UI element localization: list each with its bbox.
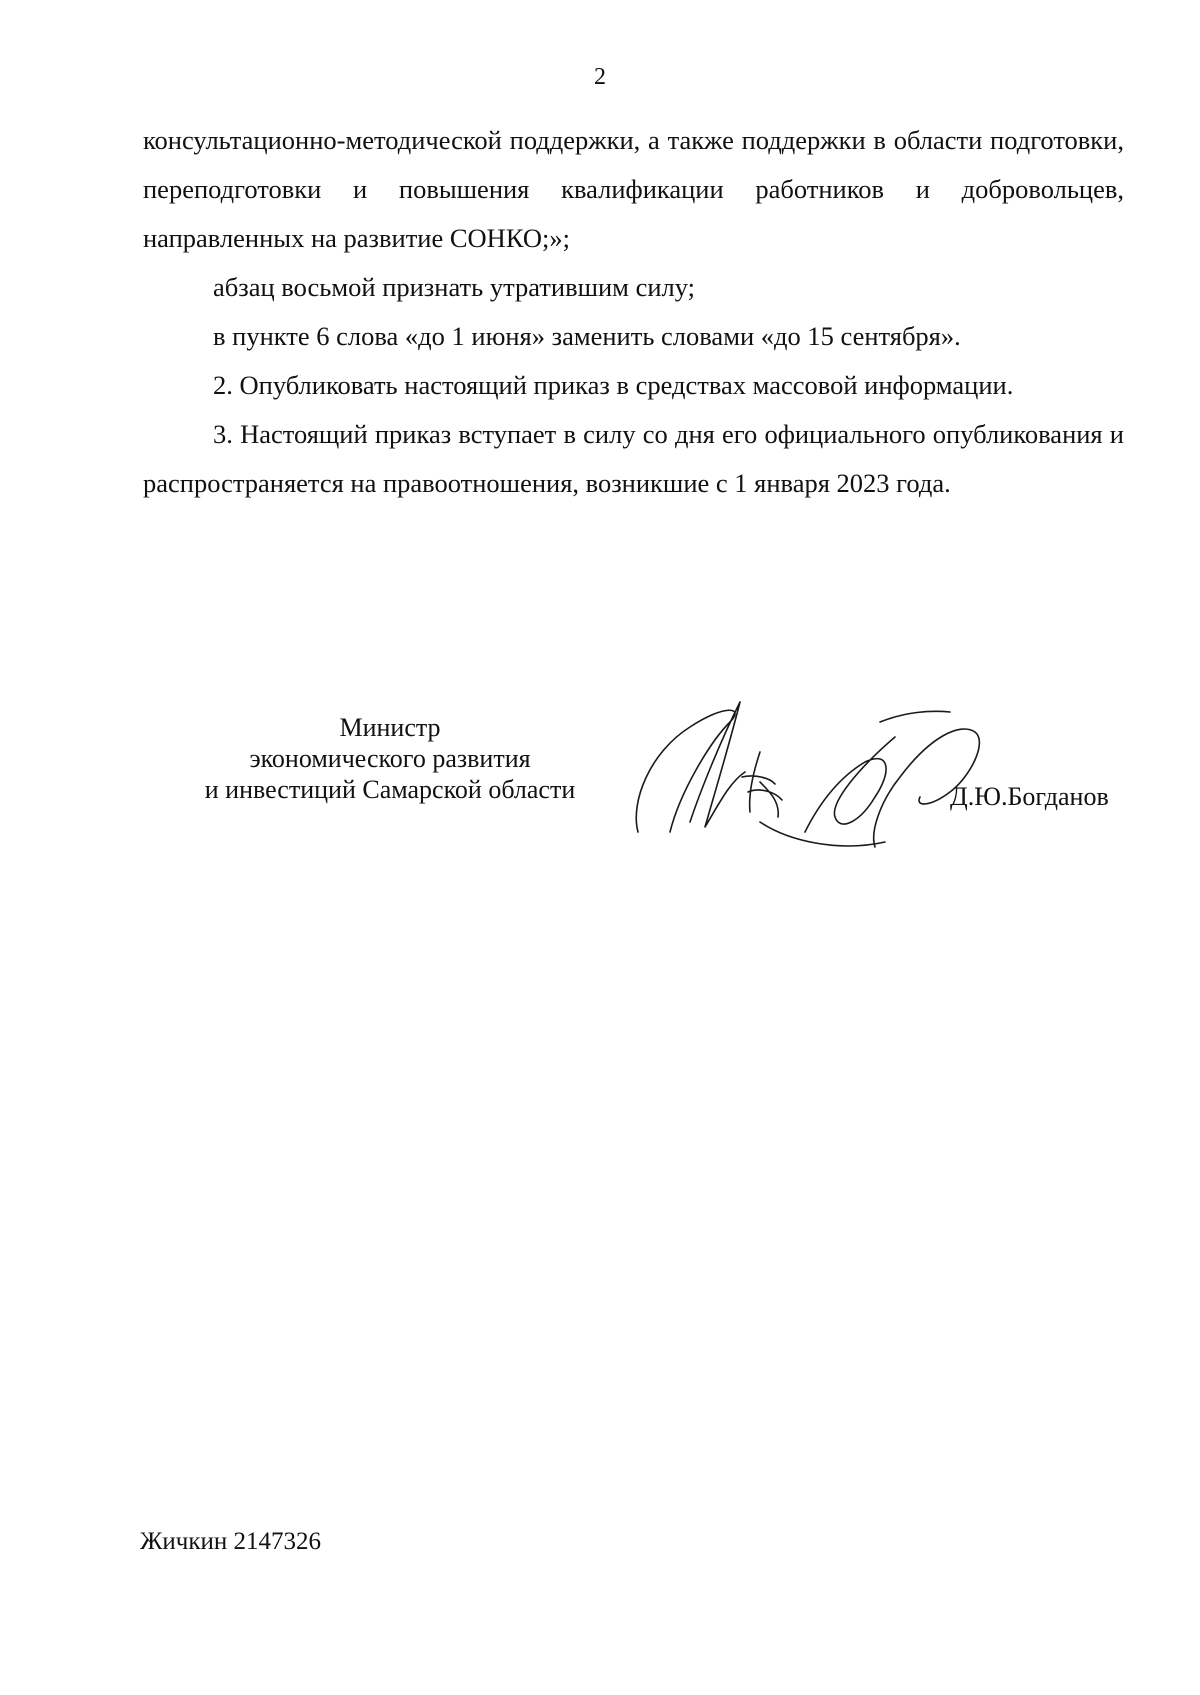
signer-name: Д.Ю.Богданов bbox=[950, 782, 1109, 811]
paragraph-continuation: консультационно-методической поддержки, а также поддержки в области подготовки, переподготовки и повышения квалификации работников и добровольцев, направленных на развитие СОНКО;»; bbox=[143, 125, 1124, 253]
document-body bbox=[143, 116, 1124, 508]
handwritten-signature bbox=[630, 682, 1030, 862]
paragraph-item-2: 2. Опубликовать настоящий приказ в средствах массовой информации. bbox=[213, 370, 1014, 400]
signatory-title-line-3: и инвестиций Самарской области bbox=[204, 775, 576, 804]
signatory-title bbox=[150, 712, 630, 805]
paragraph-item-3: 3. Настоящий приказ вступает в силу со дня его официального опубликования и распространяется на правоотношения, возникшие с 1 января 2023 года. bbox=[143, 419, 1124, 498]
page-number: 2 bbox=[594, 64, 606, 90]
executor-note: Жичкин 2147326 bbox=[140, 1528, 322, 1555]
paragraph-abzac-8: абзац восьмой признать утратившим силу; bbox=[213, 272, 695, 302]
signatory-title-line-2: экономического развития bbox=[249, 744, 531, 773]
signatory-title-line-1: Министр bbox=[339, 713, 441, 742]
paragraph-punkt-6: в пункте 6 слова «до 1 июня» заменить словами «до 15 сентября». bbox=[213, 321, 961, 351]
